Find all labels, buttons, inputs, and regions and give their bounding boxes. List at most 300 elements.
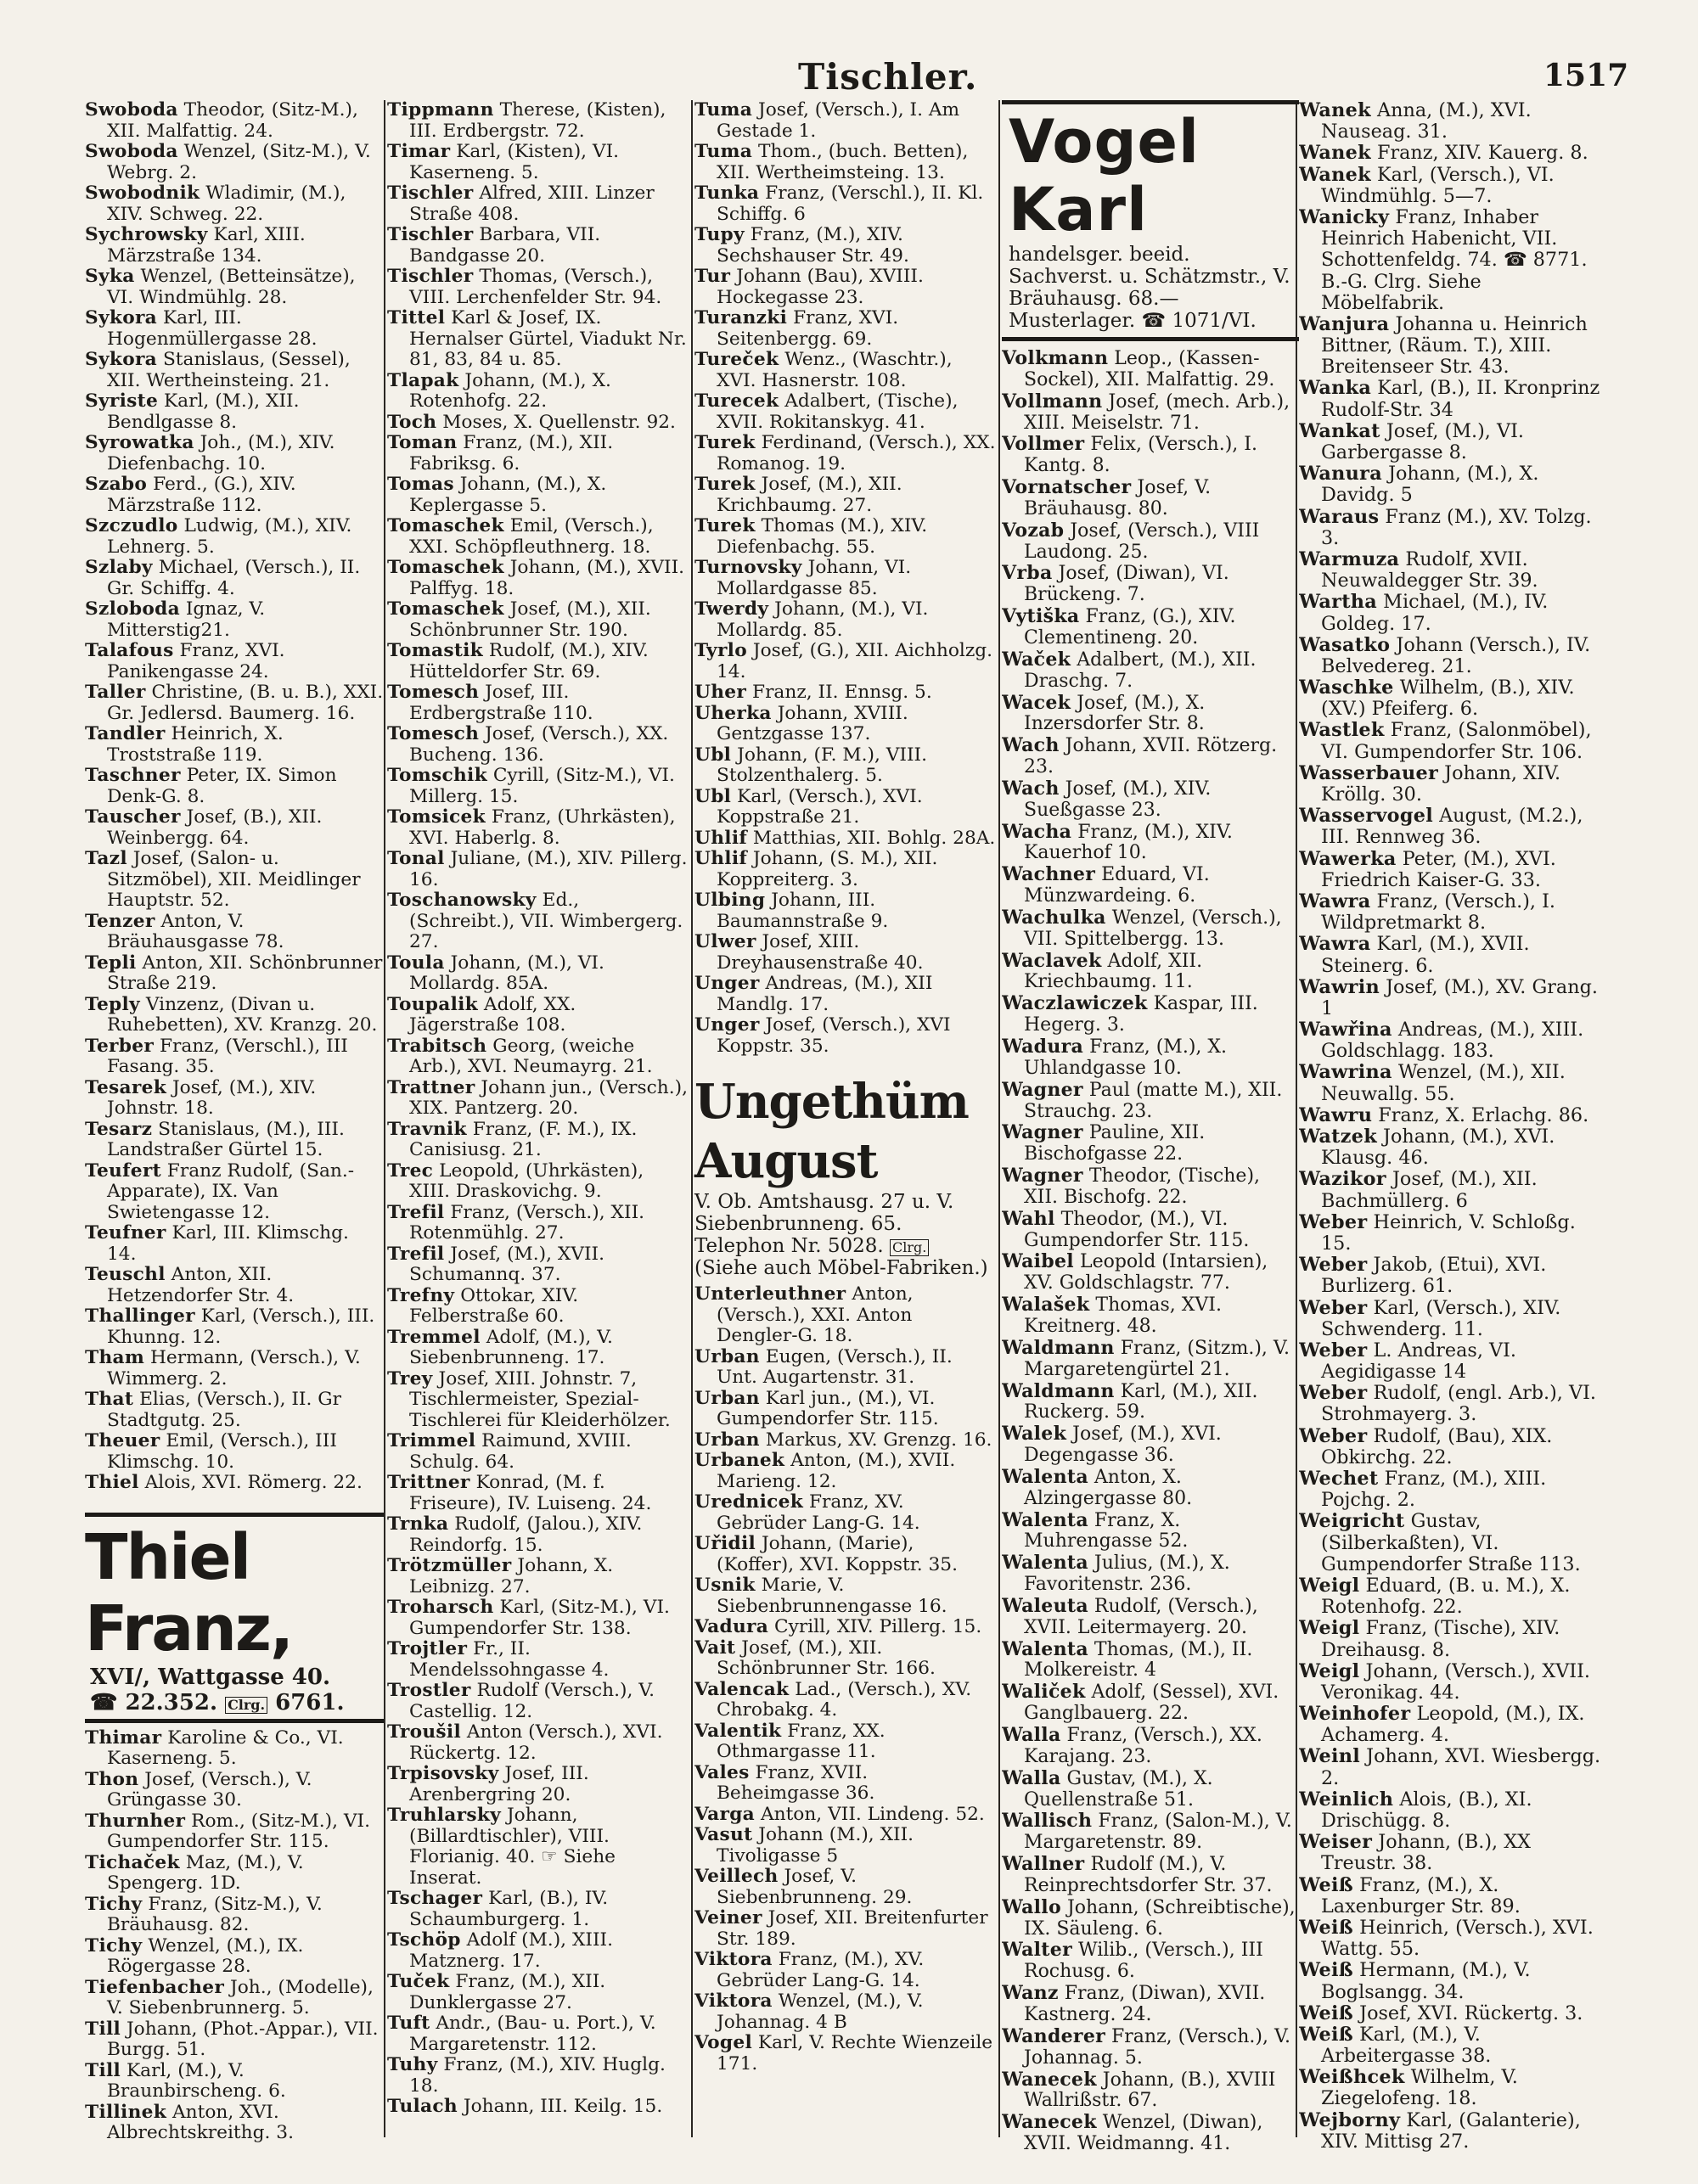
directory-entry: [1299, 549, 1605, 592]
directory-entry: [1299, 891, 1605, 934]
entry-details: Wilib., (Versch.), III Rochusg. 6.: [1024, 1940, 1263, 1983]
directory-entry: [387, 766, 689, 807]
entry-details: Karl, (M.), XII. Ruckerg. 59.: [1024, 1380, 1258, 1423]
entry-name: Tschöp: [387, 1930, 461, 1951]
entry-name: Tunka: [694, 183, 760, 204]
entry-details: Johann, (F. M.), VIII. Stolzenthalerg. 5.: [717, 744, 928, 786]
entry-details: Franz, (Versch.), XII. Rotenmühlg. 27.: [409, 1202, 645, 1244]
entry-name: Wallo: [1002, 1896, 1061, 1918]
entry-name: Vozab: [1002, 519, 1065, 542]
entry-details: Thomas, (M.), II. Molkereistr. 4: [1024, 1638, 1253, 1682]
entry-details: Hermann, (M.), V. Boglsangg. 34.: [1321, 1960, 1531, 2003]
entry-name: Thurnher: [85, 1811, 186, 1832]
entry-details: Karl, (M.), V. Braunbirscheng. 6.: [107, 2060, 286, 2102]
entry-list: [85, 100, 384, 1494]
entry-name: Wawřina: [1299, 1019, 1392, 1041]
directory-entry: [1299, 421, 1605, 463]
directory-entry: [387, 995, 689, 1036]
directory-entry: [85, 142, 384, 183]
entry-details: Karoline & Co., VI. Kaserneng. 5.: [107, 1727, 344, 1769]
entry-details: Josef, (M.), XII. Bachmüllerg. 6: [1321, 1169, 1538, 1212]
directory-entry: [85, 433, 384, 474]
directory-entry: [85, 995, 384, 1036]
entry-details: Gustav, (M.), X. Quellenstraße 51.: [1024, 1767, 1213, 1811]
directory-entry: [1299, 1746, 1605, 1788]
entry-details: Franz (M.), XV. Tolzg. 3.: [1321, 506, 1592, 549]
directory-entry: [85, 849, 384, 912]
entry-name: Tuhy: [387, 2055, 438, 2075]
directory-entry: [85, 1036, 384, 1078]
directory-entry: [85, 1223, 384, 1265]
entry-details: Andreas, (M.), XII Mandlg. 17.: [717, 974, 933, 1015]
directory-entry: [694, 1430, 996, 1451]
directory-entry: [85, 1306, 384, 1348]
entry-details: Rudolf, XVII. Neuwaldegger Str. 39.: [1321, 548, 1538, 592]
entry-name: Szczudlo: [85, 516, 178, 536]
entry-details: Franz, (Verschl.), II. Kl. Schiffg. 6: [717, 183, 984, 225]
directory-entry: [387, 433, 689, 474]
entry-details: Anton, VII. Lindeng. 52.: [760, 1804, 985, 1825]
directory-entry: [1299, 1062, 1605, 1104]
entry-name: Tham: [85, 1348, 145, 1368]
entry-name: Tureček: [694, 350, 779, 370]
ad-phone-text: ☎ 22.352.: [90, 1689, 217, 1715]
entry-details: Johann, X. Leibnizg. 27.: [409, 1556, 614, 1597]
entry-name: Tazl: [85, 849, 127, 869]
entry-name: Warmuza: [1299, 548, 1400, 570]
entry-name: Thimar: [85, 1727, 162, 1749]
entry-details: Alois, XVI. Römerg. 22.: [144, 1473, 363, 1493]
directory-entry: [387, 599, 689, 641]
entry-name: Wanka: [1299, 378, 1372, 400]
entry-name: Swoboda: [85, 142, 178, 162]
entry-details: Therese, (Kisten), III. Erdbergstr. 72.: [409, 100, 666, 142]
entry-name: Szlaby: [85, 558, 153, 578]
entry-name: Tiefenbacher: [85, 1977, 225, 1998]
entry-details: Eugen, (Versch.), II. Unt. Augartenstr. 31.: [717, 1346, 953, 1388]
entry-name: Waschke: [1299, 677, 1394, 699]
entry-name: Teufert: [85, 1160, 161, 1182]
entry-name: Tischler: [387, 267, 474, 287]
entry-name: Tillinek: [85, 2102, 167, 2123]
directory-entry: [1002, 864, 1299, 907]
entry-details: Anton, V. Bräuhausgasse 78.: [107, 911, 284, 952]
entry-details: Josef, (Versch.), XVI Koppstr. 35.: [717, 1015, 951, 1057]
entry-details: Wenzel, (Versch.), VII. Spittelbergg. 13.: [1024, 907, 1282, 950]
entry-name: Wanura: [1299, 463, 1382, 486]
entry-name: Wawerka: [1299, 848, 1397, 870]
entry-name: Waliček: [1002, 1682, 1086, 1704]
entry-name: Tepli: [85, 952, 137, 974]
directory-entry: [387, 1203, 689, 1244]
entry-details: Johann, (Schreibtische), IX. Säuleng. 6.: [1024, 1896, 1296, 1940]
directory-entry: [85, 2103, 384, 2144]
entry-name: Unger: [694, 974, 760, 994]
directory-entry: [1299, 720, 1605, 762]
directory-entry: [1299, 1383, 1605, 1425]
directory-entry: [85, 1390, 384, 1431]
entry-details: Georg, (weiche Arb.), XVI. Neumayrg. 21.: [409, 1036, 653, 1077]
directory-entry: [387, 1556, 689, 1597]
entry-name: Tesarek: [85, 1077, 167, 1098]
directory-entry: [1299, 1917, 1605, 1960]
entry-name: Wasatko: [1299, 634, 1391, 656]
directory-entry: [1299, 378, 1605, 420]
entry-name: Weber: [1299, 1383, 1368, 1405]
directory-entry: [694, 1805, 996, 1826]
entry-details: Felix, (Versch.), I. Kantg. 8.: [1024, 434, 1257, 477]
directory-entry: [387, 225, 689, 267]
entry-name: Watzek: [1299, 1126, 1377, 1148]
directory-column-3: [694, 100, 996, 2075]
directory-entry: [694, 267, 996, 308]
entry-details: Josef, (M.), XIV. Johnstr. 18.: [107, 1077, 317, 1119]
entry-details: Rudolf, (Versch.), XVII. Leitermayerg. 20.: [1024, 1595, 1258, 1638]
entry-details: Stanislaus, (Sessel), XII. Wertheinsteing. 21.: [107, 350, 351, 391]
entry-name: Wagner: [1002, 1122, 1083, 1144]
directory-entry: [85, 807, 384, 849]
entry-name: Trittner: [387, 1473, 470, 1493]
entry-name: Vrba: [1002, 563, 1053, 585]
directory-entry: [85, 1978, 384, 2019]
entry-details: Franz, (M.), XIII. Pojchg. 2.: [1321, 1468, 1547, 1512]
directory-entry: [387, 2097, 689, 2118]
directory-entry: [85, 308, 384, 350]
directory-column-4: [1002, 100, 1299, 2155]
entry-list: [1002, 348, 1299, 2155]
directory-entry: [1299, 507, 1605, 549]
entry-name: Viktora: [694, 1950, 773, 1970]
entry-name: Wazikor: [1299, 1169, 1386, 1191]
directory-entry: [1002, 348, 1299, 391]
entry-name: Tichy: [85, 1935, 143, 1957]
entry-name: Wach: [1002, 778, 1060, 800]
directory-entry: [694, 974, 996, 1015]
entry-details: Gustav, (Silberkaßten), VI. Gumpendorfer Straße 113.: [1321, 1511, 1581, 1575]
entry-details: Johann, III. Baumannstraße 9.: [717, 890, 889, 932]
directory-entry: [1299, 2067, 1605, 2109]
entry-name: Tschager: [387, 1889, 483, 1909]
entry-details: Josef, III. Arenbergring 20.: [409, 1764, 589, 1805]
entry-name: Turanzki: [694, 308, 788, 328]
entry-name: That: [85, 1390, 134, 1410]
entry-details: Karl, (Versch.), XVI. Koppstraße 21.: [717, 786, 923, 828]
entry-name: Truhlarsky: [387, 1805, 502, 1826]
entry-name: Ulwer: [694, 932, 756, 952]
entry-details: Franz, (Diwan), XVII. Kastnerg. 24.: [1024, 1983, 1266, 2025]
directory-entry: [1002, 951, 1299, 994]
directory-entry: [1299, 1832, 1605, 1874]
directory-entry: [387, 413, 689, 434]
directory-entry: [85, 350, 384, 391]
entry-details: Adolf, XII. Kriechbaumg. 11.: [1024, 950, 1203, 993]
entry-details: Eduard, VI. Münzwardeing. 6.: [1024, 864, 1210, 907]
entry-details: Konrad, (M. f. Friseure), IV. Luiseng. 24.: [409, 1473, 652, 1514]
directory-entry: [1002, 1596, 1299, 1639]
entry-name: Veiner: [694, 1908, 762, 1929]
entry-name: Waraus: [1299, 506, 1380, 528]
entry-name: Tupy: [694, 225, 745, 245]
entry-name: Tur: [694, 267, 731, 287]
directory-entry: [387, 849, 689, 890]
entry-details: August, (M.2.), III. Rennweg 36.: [1321, 806, 1583, 849]
directory-entry: [694, 1638, 996, 1680]
entry-details: Johann, (S. M.), XII. Koppreiterg. 3.: [717, 849, 938, 890]
directory-entry: [694, 183, 996, 225]
directory-entry: [1002, 1209, 1299, 1252]
directory-entry: [387, 183, 689, 225]
directory-entry: [85, 1431, 384, 1473]
directory-entry: [1299, 1169, 1605, 1211]
entry-details: Leopold, (M.), IX. Achamerg. 4.: [1321, 1704, 1585, 1747]
entry-name: Tischler: [387, 183, 474, 204]
entry-name: Troharsch: [387, 1597, 494, 1618]
entry-name: Syriste: [85, 391, 159, 412]
entry-name: Syka: [85, 267, 135, 287]
entry-details: Andr., (Bau- u. Port.), V. Margaretenstr. 112.: [409, 2013, 656, 2055]
directory-entry: [85, 100, 384, 142]
entry-name: Weißhcek: [1299, 2067, 1405, 2089]
entry-name: Tesarz: [85, 1119, 153, 1140]
entry-name: Walenta: [1002, 1466, 1088, 1488]
entry-details: Josef, (B.), XII. Weinbergg. 64.: [107, 807, 323, 849]
entry-name: Toschanowsky: [387, 890, 537, 911]
directory-entry: [694, 474, 996, 516]
entry-details: Josef, XIII. Johnstr. 7, Tischlermeister, Spezial-Tischlerei für Kleiderhölzer.: [409, 1368, 671, 1431]
entry-name: Wachner: [1002, 864, 1096, 886]
entry-details: Johann, (Versch.), XVII. Veronikag. 44.: [1321, 1660, 1590, 1704]
entry-name: Valentik: [694, 1721, 782, 1742]
directory-entry: [387, 474, 689, 516]
entry-name: Sykora: [85, 350, 158, 370]
entry-details: Johann, (Phot.-Appar.), VII. Burgg. 51.: [107, 2018, 379, 2060]
entry-name: Wanek: [1299, 100, 1371, 121]
entry-name: Terber: [85, 1036, 155, 1057]
entry-details: Karl, (Versch.), XIV. Schwenderg. 11.: [1321, 1297, 1561, 1340]
entry-name: Wawra: [1299, 934, 1371, 956]
directory-entry: [85, 391, 384, 433]
directory-entry: [1299, 1426, 1605, 1468]
entry-details: Franz, X. Muhrengasse 52.: [1024, 1509, 1189, 1552]
entry-details: Wenz., (Waschtr.), XVI. Hasnerstr. 108.: [717, 350, 953, 391]
directory-entry: [694, 932, 996, 974]
page-title: Tischler.: [798, 56, 978, 98]
directory-entry: [1002, 993, 1299, 1036]
directory-entry: [694, 1617, 996, 1638]
entry-name: Tuma: [694, 142, 753, 162]
entry-name: Syrowatka: [85, 433, 194, 453]
entry-name: Trattner: [387, 1077, 475, 1098]
directory-entry: [1299, 763, 1605, 806]
entry-name: Sychrowsky: [85, 225, 208, 245]
entry-details: Adalbert, (Tische), XVII. Rokitanskyg. 41.: [717, 391, 959, 433]
entry-details: Josef, III. Erdbergstraße 110.: [409, 682, 593, 724]
directory-entry: [387, 1514, 689, 1556]
directory-entry: [387, 1244, 689, 1286]
directory-entry: [1299, 1255, 1605, 1297]
entry-name: Taller: [85, 682, 146, 703]
directory-entry: [85, 225, 384, 267]
entry-details: Franz, (Versch.), XX. Karajang. 23.: [1024, 1725, 1262, 1767]
entry-details: Franz Rudolf, (San.-Apparate), IX. Van Swietengasse 12.: [107, 1160, 355, 1223]
entry-details: Josef, (M.), XV. Grang. 1: [1321, 976, 1598, 1019]
entry-name: Szloboda: [85, 599, 180, 620]
entry-details: Johann, VI. Mollardgasse 85.: [717, 558, 912, 599]
entry-details: Leop., (Kassen-Sockel), XII. Malfattig. 29.: [1024, 348, 1275, 390]
page-number: 1517: [1543, 58, 1629, 93]
entry-details: Wenzel, (M.), IX. Rögergasse 28.: [107, 1935, 304, 1977]
directory-entry: [387, 2055, 689, 2097]
entry-name: Trnka: [387, 1514, 449, 1535]
entry-details: Josef, (Versch.), I. Am Gestade 1.: [717, 100, 960, 142]
entry-name: Vales: [694, 1762, 750, 1783]
entry-name: Vollmer: [1002, 434, 1085, 456]
directory-entry: [85, 516, 384, 558]
ad-address: [694, 1191, 996, 1257]
directory-entry: [85, 2019, 384, 2061]
directory-entry: [387, 1764, 689, 1805]
entry-name: Tauscher: [85, 807, 181, 828]
entry-name: Weiser: [1299, 1832, 1373, 1854]
directory-entry: [694, 1950, 996, 1991]
entry-name: Wagner: [1002, 1079, 1083, 1101]
entry-details: Franz, (M.), XIV. Kauerhof 10.: [1024, 821, 1233, 864]
entry-list: [387, 100, 689, 2118]
entry-details: Josef, (M.), XIV. Sueßgasse 23.: [1024, 778, 1212, 821]
entry-details: Thomas (M.), XIV. Diefenbachg. 55.: [717, 516, 928, 558]
directory-entry: [1002, 1251, 1299, 1294]
column-divider: [384, 100, 385, 2137]
advertisement-thiel: [85, 1513, 384, 1723]
entry-name: Varga: [694, 1804, 756, 1825]
entry-list: [85, 1728, 384, 2144]
directory-entry: [387, 1597, 689, 1639]
directory-entry: [387, 1972, 689, 2013]
directory-entry: [694, 828, 996, 850]
entry-details: Eduard, (B. u. M.), X. Rotenhofg. 22.: [1321, 1575, 1571, 1619]
directory-entry: [387, 267, 689, 308]
entry-details: Markus, XV. Grenzg. 16.: [765, 1429, 992, 1451]
directory-entry: [694, 1492, 996, 1534]
entry-name: Wasservogel: [1299, 806, 1433, 828]
ad-phone: Musterlager. ☎ 1071/VI.: [1009, 310, 1257, 332]
entry-name: Urban: [694, 1388, 760, 1409]
entry-name: Tomaschek: [387, 599, 504, 620]
entry-details: Paul (matte M.), XII. Strauchg. 23.: [1024, 1079, 1283, 1122]
entry-name: Trpisovsky: [387, 1764, 499, 1784]
directory-entry: [1002, 1725, 1299, 1768]
entry-details: Adolf, XX. Jägerstraße 108.: [409, 994, 576, 1036]
entry-name: Wawra: [1299, 890, 1371, 912]
entry-name: Wawru: [1299, 1104, 1373, 1126]
entry-name: Walla: [1002, 1725, 1061, 1746]
entry-name: Toman: [387, 433, 458, 453]
entry-details: Karl, (M.), XVII. Steinerg. 6.: [1321, 934, 1530, 977]
entry-details: Thomas, (Versch.), VIII. Lerchenfelder Str. 94.: [409, 267, 662, 308]
entry-details: Adolf (M.), XIII. Matznerg. 17.: [409, 1930, 613, 1972]
entry-name: Wanjura: [1299, 313, 1390, 335]
entry-details: Wilhelm, V. Ziegelofeng. 18.: [1321, 2067, 1518, 2110]
entry-name: Uřidil: [694, 1534, 756, 1554]
directory-entry: [694, 1389, 996, 1430]
directory-entry: [1002, 606, 1299, 649]
entry-name: Wasserbauer: [1299, 762, 1439, 784]
entry-name: Tomas: [387, 474, 454, 495]
directory-entry: [1002, 1940, 1299, 1983]
directory-entry: [1299, 2003, 1605, 2024]
directory-entry: [1002, 1854, 1299, 1897]
directory-entry: [85, 1120, 384, 1161]
entry-details: Wenzel, (M.), V. Johannag. 4 B: [717, 1991, 924, 2033]
entry-name: Trimmel: [387, 1431, 476, 1451]
entry-details: Rom., (Sitz-M.), VI. Gumpendorfer Str. 115.: [107, 1811, 371, 1852]
entry-name: Weinl: [1299, 1746, 1361, 1768]
entry-details: Theodor, (M.), VI. Gumpendorfer Str. 115.: [1024, 1208, 1250, 1251]
entry-details: Anton (Versch.), XVI. Rückertg. 12.: [409, 1722, 663, 1764]
directory-entry: [1002, 1897, 1299, 1940]
directory-entry: [1299, 934, 1605, 976]
entry-name: Thallinger: [85, 1306, 195, 1327]
directory-entry: [694, 1347, 996, 1389]
directory-entry: [387, 807, 689, 849]
directory-entry: [387, 1431, 689, 1473]
entry-name: Wachulka: [1002, 907, 1106, 929]
directory-entry: [1002, 1122, 1299, 1165]
entry-name: Weigl: [1299, 1575, 1360, 1597]
entry-name: Weinhofer: [1299, 1704, 1411, 1726]
entry-details: Jakob, (Etui), XVI. Burlizerg. 61.: [1321, 1255, 1547, 1298]
directory-entry: [694, 2033, 996, 2075]
directory-entry: [1002, 649, 1299, 693]
entry-name: Swoboda: [85, 100, 178, 121]
directory-entry: [1002, 1639, 1299, 1682]
directory-entry: [1002, 2069, 1299, 2113]
entry-details: Johann (M.), XII. Tivoligasse 5: [717, 1825, 914, 1867]
directory-entry: [694, 1575, 996, 1617]
entry-details: Emil, (Versch.), XXI. Schöpfleuthnerg. 18.: [409, 516, 654, 558]
directory-entry: [694, 1534, 996, 1575]
entry-name: Wagner: [1002, 1165, 1083, 1187]
directory-column-2: [387, 100, 689, 2118]
directory-entry: [85, 953, 384, 995]
entry-name: Viktora: [694, 1991, 773, 2012]
entry-name: Uherka: [694, 703, 772, 724]
entry-details: Ed., (Schreibt.), VII. Wimbergerg. 27.: [409, 890, 683, 952]
column-divider: [691, 100, 693, 2137]
entry-name: Trostler: [387, 1681, 471, 1701]
entry-name: Vollmann: [1002, 390, 1103, 413]
entry-details: Peter, IX. Simon Denk-G. 8.: [107, 766, 337, 807]
directory-entry: [694, 1680, 996, 1721]
entry-name: Wanz: [1002, 1983, 1059, 2005]
entry-details: Anton, XVI. Albrechtskreithg. 3.: [107, 2102, 294, 2143]
directory-entry: [694, 1015, 996, 1057]
directory-entry: [694, 350, 996, 391]
entry-name: Urban: [694, 1429, 760, 1451]
entry-name: Weiß: [1299, 2024, 1354, 2046]
entry-name: Wejborny: [1299, 2109, 1401, 2131]
directory-entry: [694, 890, 996, 932]
entry-details: Franz, (Sitz-M.), V. Bräuhausg. 82.: [107, 1894, 323, 1935]
entry-name: Tomesch: [387, 682, 480, 703]
directory-entry: [1002, 907, 1299, 951]
entry-name: Wanek: [1299, 164, 1371, 186]
entry-name: Wawrina: [1299, 1062, 1392, 1084]
directory-entry: [387, 1930, 689, 1972]
entry-details: Josef, (M.), VI. Garbergasse 8.: [1321, 420, 1524, 463]
entry-details: Franz, (M.), XIV. Sechshauser Str. 49.: [717, 225, 909, 267]
directory-entry: [85, 558, 384, 599]
